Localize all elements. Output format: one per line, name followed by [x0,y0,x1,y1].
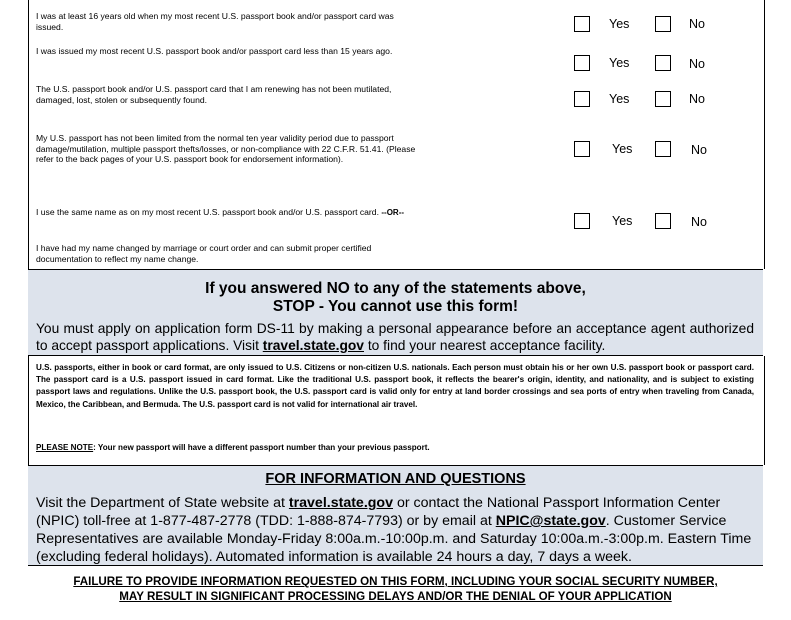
warning-line-2: MAY RESULT IN SIGNIFICANT PROCESSING DELAYS AND/OR THE DENIAL OF YOUR APPLICATION [119,590,672,603]
please-note-text: : Your new passport will have a different passport number than your previous passport. [93,443,430,452]
travel-state-info-link[interactable]: travel.state.gov [288,495,393,511]
stop-body-text: You must apply on application form DS-11 by making a personal appearance before an acceptance agent authorized to accept passport applications. Visit [36,321,754,353]
failure-warning [0,574,791,604]
statement-2-no-checkbox[interactable] [655,55,671,71]
please-note [36,443,430,452]
travel-state-link[interactable]: travel.state.gov [262,338,364,353]
statement-5-yes-checkbox[interactable] [574,213,590,229]
stop-notice [28,269,763,356]
statement-1-no-label: No [689,17,705,31]
statement-3: The U.S. passport book and/or U.S. passport card that I am renewing has not been mutilated, damaged, lost, stolen or subsequently found. [36,84,392,105]
statement-5-no-label: No [691,215,707,229]
info-text-1: Visit the Department of State website at [36,495,285,511]
statement-2-no-label: No [689,57,705,71]
please-note-label: PLEASE NOTE [36,443,94,452]
statement-5-yes-label: Yes [612,214,633,228]
statement-5-alt: I have had my name changed by marriage or court order and can submit proper certified documentation to reflect my name change. [36,243,372,264]
statement-4-no-label: No [691,143,707,157]
npic-email-link[interactable]: NPIC@state.gov [495,513,606,529]
statement-5-no-checkbox[interactable] [655,213,671,229]
statement-2-yes-checkbox[interactable] [574,55,590,71]
stop-body [36,320,754,354]
statement-4: My U.S. passport has not been limited from the normal ten year validity period due to passport damage/mutilation, multiple passport thefts/losses, or non-compliance with 22 C.F.R. 51.41. (Please refer to the back pages of your U.S. passport book for endorsement information). [36,133,416,164]
statement-4-yes-checkbox[interactable] [574,141,590,157]
statement-2: I was issued my most recent U.S. passport book and/or passport card less than 15 years ago. [36,46,393,56]
information-box [28,465,763,566]
passport-info-paragraph: U.S. passports, either in book or card format, are only issued to U.S. Citizens or non-citizen U.S. nationals. Each person must obtain his or her own U.S. passport book or passport card. The passport card is a U.S. passport issued in card format. Like the traditional U.S. passport book, it reflects the bearer's origin, identity, and nationality, and is subject to existing passport laws and regulations. Unlike the U.S. passport book, the U.S. passport card is valid only for entry at land border crossings and sea ports of entry when traveling from Canada, Mexico, the Caribbean, and Bermuda. The U.S. passport card is not valid for international air travel. [36,363,754,409]
statement-1-no-checkbox[interactable] [655,16,671,32]
warning-line-1: FAILURE TO PROVIDE INFORMATION REQUESTED ON THIS FORM, INCLUDING YOUR SOCIAL SECURITY NUMBER, [73,575,718,588]
info-heading: FOR INFORMATION AND QUESTIONS [265,471,526,487]
statement-3-yes-label: Yes [609,92,630,106]
statement-3-no-label: No [689,92,705,106]
statement-1: I was at least 16 years old when my most recent U.S. passport book and/or passport card was issued. [36,11,394,32]
statement-1-yes-checkbox[interactable] [574,16,590,32]
info-body [36,494,756,566]
statement-3-yes-checkbox[interactable] [574,91,590,107]
statement-4-yes-label: Yes [612,142,633,156]
statement-3-no-checkbox[interactable] [655,91,671,107]
statement-5 [36,207,416,219]
statement-4-no-checkbox[interactable] [655,141,671,157]
info-text-3: . Customer Service Representatives are available Monday-Friday 8:00a.m.-10:00p.m. and Saturday 10:00a.m.-3:00p.m. Eastern Time (excluding federal holidays). Automated information is available 24 hours a day, 7 days a week. [36,513,752,565]
stop-heading-1: If you answered NO to any of the statements above, [205,280,586,297]
stop-heading-2: STOP - You cannot use this form! [272,298,519,315]
statement-1-yes-label: Yes [609,17,630,31]
or-separator: --OR-- [381,208,405,217]
statement-5-text: I use the same name as on my most recent U.S. passport book and/or U.S. passport card. [36,207,379,217]
stop-body-text-end: to find your nearest acceptance facility. [367,338,606,353]
statement-2-yes-label: Yes [609,56,630,70]
info-text-2: or contact the National Passport Information Center (NPIC) toll-free at 1-877-487-2778 (TDD: 1-888-874-7793) or by email at [36,495,721,529]
